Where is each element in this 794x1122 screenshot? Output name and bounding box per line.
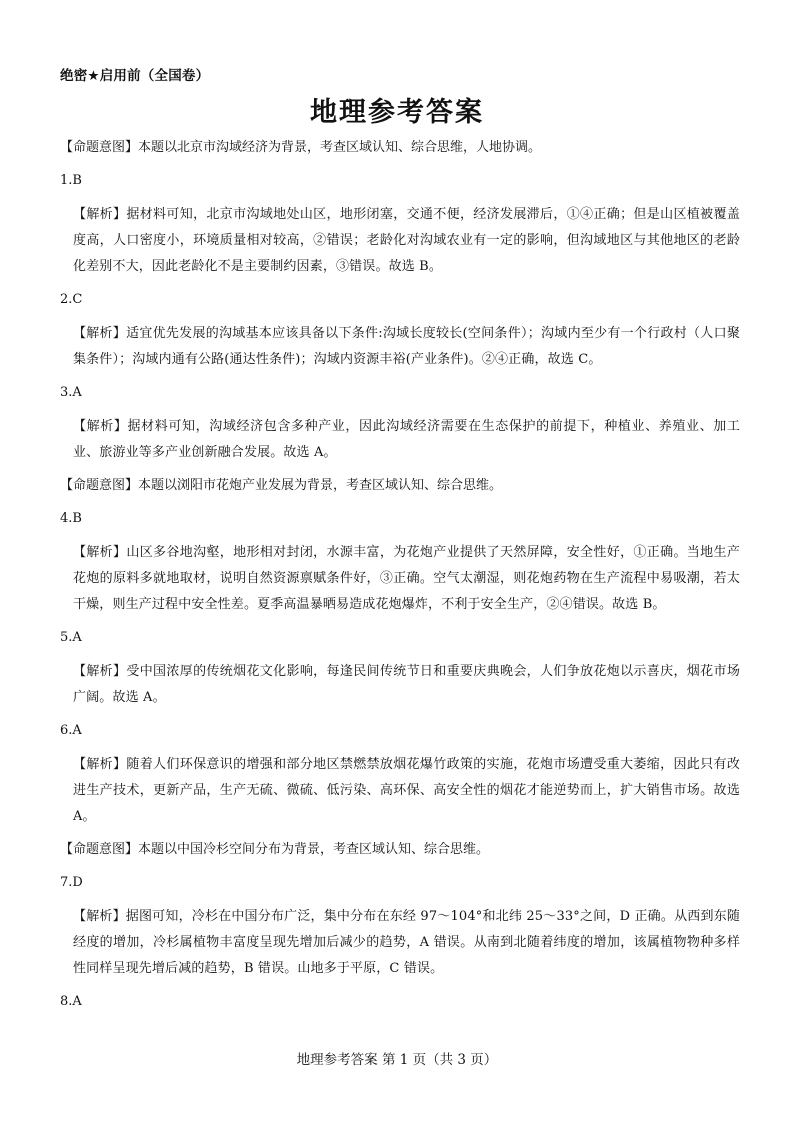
answer-analysis: 【解析】受中国浓厚的传统烟花文化影响，每逢民间传统节日和重要庆典晚会，人们争放花炮以示喜庆，烟花市场广阔。故选 A。 bbox=[73, 664, 740, 705]
answer-analysis: 【解析】山区多谷地沟壑，地形相对封闭，水源丰富，为花炮产业提供了天然屏障，安全性好，①正确。当地生产花炮的原料多就地取材，说明自然资源禀赋条件好，③正确。空气太潮湿，则花炮药物在生产流程中易吸潮，若太干燥，则生产过程中安全性差。夏季高温暴晒易造成花炮爆炸，不利于安全生产，②④错误。故选 B。 bbox=[73, 545, 740, 612]
question-number: 7.D bbox=[60, 875, 83, 890]
answer-analysis: 【解析】适宜优先发展的沟域基本应该具备以下条件:沟域长度较长(空间条件）；沟域内至少有一个行政村（人口聚集条件）；沟域内通有公路(通达性条件)；沟域内资源丰裕(产业条件)。②④正确，故选 C。 bbox=[73, 326, 740, 367]
question-intent: 【命题意图】本题以中国冷杉空间分布为背景，考查区域认知、综合思维。 bbox=[60, 842, 490, 857]
answer-analysis: 【解析】随着人们环保意识的增强和部分地区禁燃禁放烟花爆竹政策的实施，花炮市场遭受重大萎缩，因此只有改进生产技术，更新产品，生产无硫、微硫、低污染、高环保、高安全性的烟花才能逆势而上，扩大销售市场。故选 A。 bbox=[73, 757, 740, 824]
answer-analysis: 【解析】据图可知，冷杉在中国分布广泛，集中分布在东经 97～104°和北纬 25～33°之间，D 正确。从西到东随经度的增加，冷杉属植物丰富度呈现先增加后减少的趋势，A 错误。从南到北随着纬度的增加，该属植物物种多样性同样呈现先增后减的趋势，B 错误。山地多于平原，C 错误。 bbox=[73, 909, 740, 976]
page-footer: 地理参考答案 第 1 页（共 3 页） bbox=[296, 1052, 498, 1068]
question-number: 5.A bbox=[60, 630, 82, 645]
answer-analysis: 【解析】据材料可知，沟域经济包含多种产业，因此沟域经济需要在生态保护的前提下，种植业、养殖业、加工业、旅游业等多产业创新融合发展。故选 A。 bbox=[73, 419, 740, 460]
question-number: 4.B bbox=[60, 511, 82, 526]
question-number: 6.A bbox=[60, 723, 82, 738]
confidential-label: 绝密★启用前（全国卷） bbox=[60, 68, 210, 84]
answer-analysis: 【解析】据材料可知，北京市沟域地处山区，地形闭塞，交通不便，经济发展滞后，①④正确；但是山区植被覆盖度高，人口密度小，环境质量相对较高，②错误；老龄化对沟域农业有一定的影响，但沟域地区与其他地区的老龄化差别不大，因此老龄化不是主要制约因素，③错误。故选 B。 bbox=[73, 207, 740, 274]
question-number: 1.B bbox=[60, 173, 82, 188]
answer-content bbox=[60, 138, 740, 1023]
question-number: 3.A bbox=[60, 385, 82, 400]
page-title: 地理参考答案 bbox=[310, 97, 484, 128]
question-number: 8.A bbox=[60, 994, 82, 1009]
question-intent: 【命题意图】本题以北京市沟域经济为背景，考查区域认知、综合思维，人地协调。 bbox=[60, 140, 542, 155]
question-intent: 【命题意图】本题以浏阳市花炮产业发展为背景，考查区域认知、综合思维。 bbox=[60, 478, 503, 493]
question-number: 2.C bbox=[60, 292, 83, 307]
